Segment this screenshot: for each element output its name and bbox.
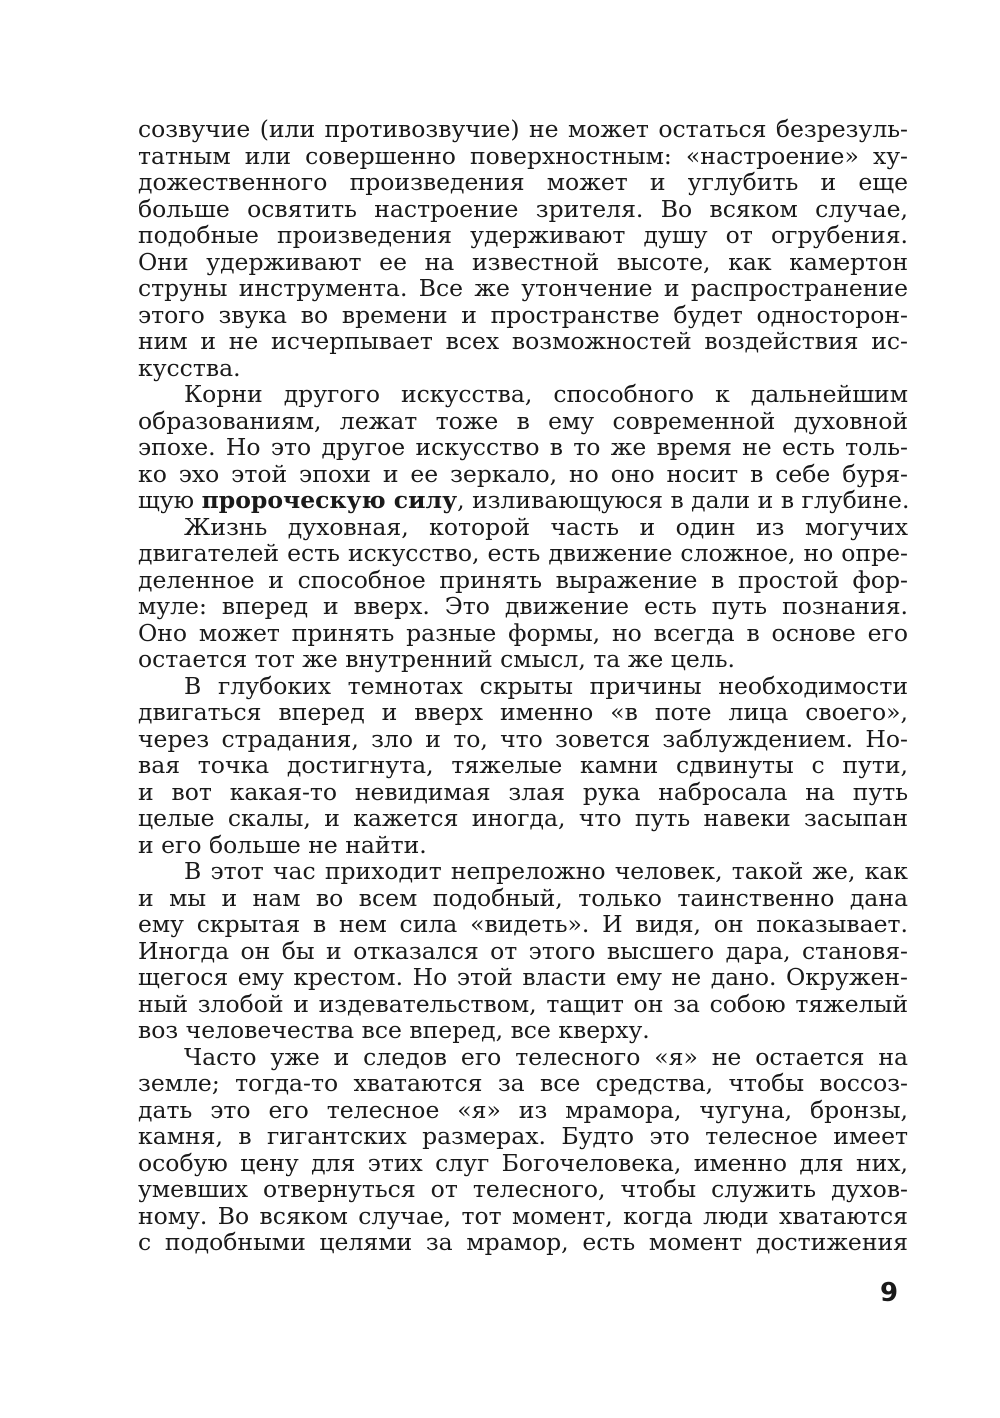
text-line: и вот какая-то невидимая злая рука набросала на путь xyxy=(138,777,908,806)
text-line: Часто уже и следов его телесного «я» не остается на xyxy=(184,1042,908,1071)
text-line: Корни другого искусства, способного к дальнейшим xyxy=(184,380,908,408)
text-line: целые скалы, и кажется иногда, что путь навеки засыпан xyxy=(138,804,908,832)
text-line: кусства. xyxy=(138,353,241,382)
text-line: муле: вперед и вверх. Это движение есть путь познания. xyxy=(138,592,908,620)
text-line: с подобными целями за мрамор, есть момент достижения xyxy=(138,1228,908,1256)
body-text xyxy=(138,116,908,1256)
text-line: земле; тогда-то хватаются за все средства, чтобы воссоз- xyxy=(138,1069,908,1097)
text-line: двигателей есть искусство, есть движение сложное, но опре- xyxy=(138,539,908,567)
text-line: и его больше не найти. xyxy=(138,830,427,859)
text-line: Оно может принять разные формы, но всегда в основе его xyxy=(138,618,908,647)
text-line: Они удерживают ее на известной высоте, как камертон xyxy=(138,247,908,276)
text-line: созвучие (или противозвучие) не может остаться безрезуль- xyxy=(138,115,908,143)
text-line: деленное и способное принять выражение в простой фор- xyxy=(138,565,908,594)
text-segment: , изливающуюся в дали и в глубине. xyxy=(457,486,910,514)
text-line: через страдания, зло и то, что зовется заблуждением. Но- xyxy=(138,724,908,753)
text-line: В этот час приходит непреложно человек, такой же, как xyxy=(184,857,908,885)
text-segment: щую xyxy=(138,486,202,514)
page-number: 9 xyxy=(880,1278,899,1308)
text-line: Иногда он бы и отказался от этого высшего дара, становя- xyxy=(138,936,908,965)
text-line: больше освятить настроение зрителя. Во всяком случае, xyxy=(138,194,908,223)
text-line: подобные произведения удерживают душу от огрубения. xyxy=(138,221,908,249)
text-line: струны инструмента. Все же утончение и распространение xyxy=(138,274,908,302)
text-line: образованиям, лежат тоже в ему современной духовной xyxy=(138,406,908,435)
text-line: ему скрытая в нем сила «видеть». И видя, он показывает. xyxy=(138,910,908,938)
text-line: Жизнь духовная, которой часть и один из могучих xyxy=(184,512,908,541)
text-line: ко эхо этой эпохи и ее зеркало, но оно носит в себе буря- xyxy=(138,459,908,488)
text-line: воз человечества все вперед, все кверху. xyxy=(138,1016,650,1044)
text-line: эпохе. Но это другое искусство в то же время не есть толь- xyxy=(138,433,908,461)
text-line: и мы и нам во всем подобный, только таинственно дана xyxy=(138,883,908,912)
text-line: двигаться вперед и вверх именно «в поте лица своего», xyxy=(138,698,908,726)
text-line: щегося ему крестом. Но этой власти ему не дано. Окружен- xyxy=(138,963,908,991)
text-line: вая точка достигнута, тяжелые камни сдвинуты с пути, xyxy=(138,751,908,779)
text-line: ним и не исчерпывает всех возможностей воздействия ис- xyxy=(138,327,908,355)
text-line: ному. Во всяком случае, тот момент, когда люди хватаются xyxy=(138,1201,908,1230)
text-line: татным или совершенно поверхностным: «настроение» ху- xyxy=(138,141,908,170)
text-line: умевших отвернуться от телесного, чтобы служить духов- xyxy=(138,1175,908,1203)
text-line: остается тот же внутренний смысл, та же цель. xyxy=(138,645,735,673)
text-line: ный злобой и издевательством, тащит он за собою тяжелый xyxy=(138,989,908,1018)
text-line: особую цену для этих слуг Богочеловека, именно для них, xyxy=(138,1148,908,1177)
text-line: В глубоких темнотах скрыты причины необходимости xyxy=(184,671,908,700)
text-line: камня, в гигантских размерах. Будто это телесное имеет xyxy=(138,1122,908,1150)
text-line: дать это его телесное «я» из мрамора, чугуна, бронзы, xyxy=(138,1095,908,1124)
text-line xyxy=(138,487,908,514)
text-line: этого звука во времени и пространстве будет односторон- xyxy=(138,300,908,329)
text-line: дожественного произведения может и углубить и еще xyxy=(138,168,908,196)
emphasized-text: пророческую силу xyxy=(201,486,458,514)
